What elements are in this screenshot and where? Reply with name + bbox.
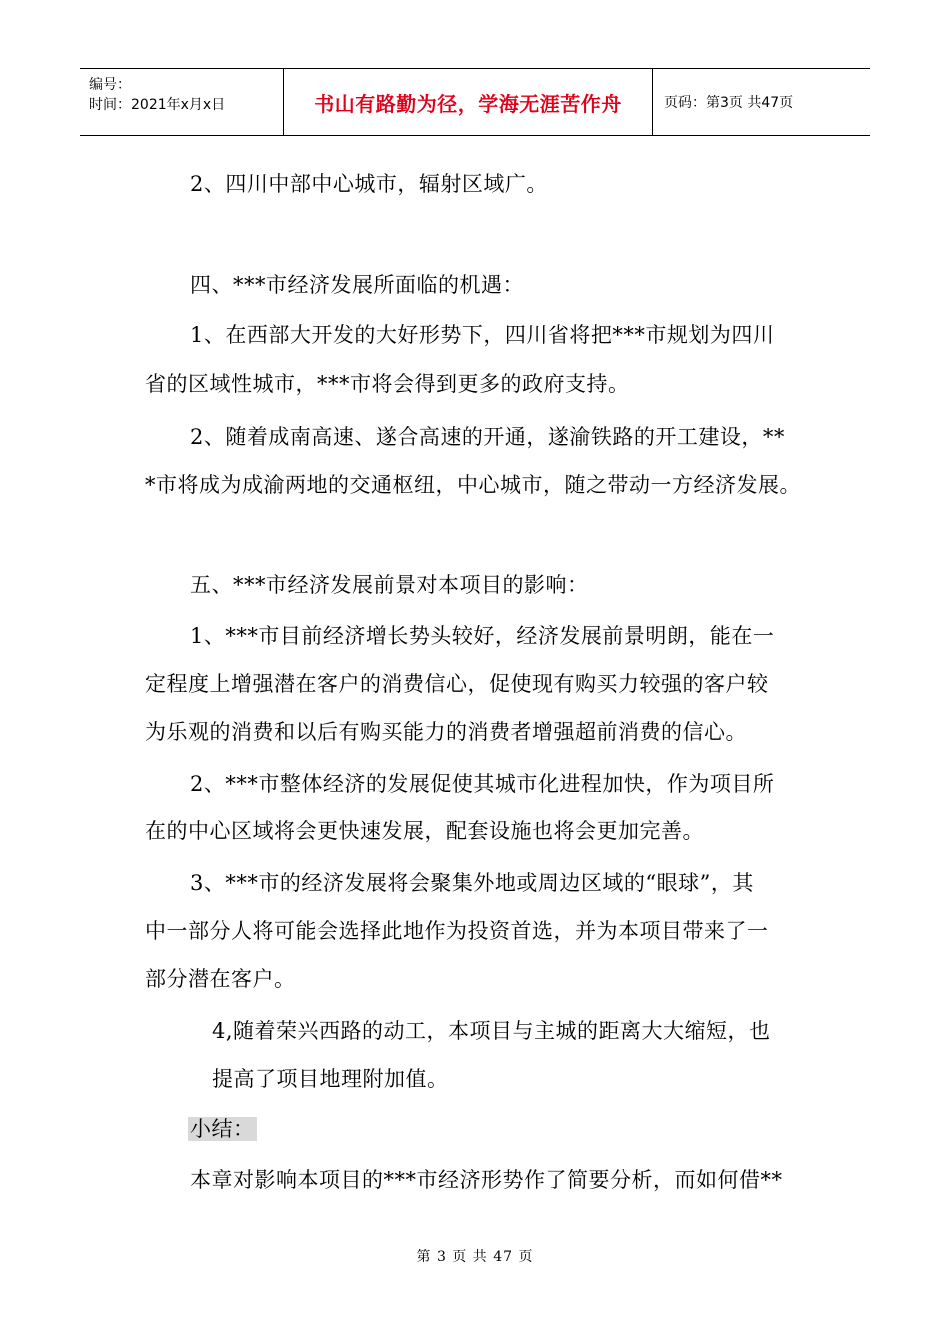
body-line: 2、***市整体经济的发展促使其城市化进程加快，作为项目所 — [190, 772, 775, 796]
body-line: *市将成为成渝两地的交通枢纽，中心城市，随之带动一方经济发展。 — [145, 473, 801, 497]
page-header — [80, 68, 870, 136]
body-line: 为乐观的消费和以后有购买能力的消费者增强超前消费的信心。 — [145, 720, 747, 744]
body-line: 1、***市目前经济增长势头较好，经济发展前景明朗，能在一 — [190, 624, 775, 648]
body-line: 定程度上增强潜在客户的消费信心，促使现有购买力较强的客户较 — [145, 672, 769, 696]
body-line: 2、随着成南高速、遂合高速的开通，遂渝铁路的开工建设，** — [190, 425, 785, 449]
body-line: 2、四川中部中心城市，辐射区域广。 — [190, 172, 548, 196]
header-divider — [652, 69, 653, 135]
body-line: 部分潜在客户。 — [145, 967, 296, 991]
header-motto: 书山有路勤为径，学海无涯苦作舟 — [314, 91, 622, 116]
body-line: 3、***市的经济发展将会聚集外地或周边区域的“眼球”，其 — [190, 871, 754, 895]
header-page-info: 页码：第3页 共47页 — [664, 95, 794, 111]
document-number-label: 编号： — [89, 77, 131, 93]
body-line: 提高了项目地理附加值。 — [212, 1067, 449, 1091]
summary-label: 小结： — [190, 1117, 255, 1141]
header-meta — [89, 75, 225, 115]
summary-heading — [188, 1106, 257, 1152]
section-heading: 四、***市经济发展所面临的机遇： — [190, 273, 524, 297]
page-footer: 第 3 页 共 47 页 — [416, 1249, 534, 1265]
body-line: 中一部分人将可能会选择此地作为投资首选，并为本项目带来了一 — [145, 919, 769, 943]
body-line: 省的区域性城市，***市将会得到更多的政府支持。 — [145, 372, 630, 396]
body-line: 在的中心区域将会更快速发展，配套设施也将会更加完善。 — [145, 819, 704, 843]
document-date-label: 时间：2021年x月x日 — [89, 97, 226, 113]
body-line: 1、在西部大开发的大好形势下，四川省将把***市规划为四川 — [190, 323, 775, 347]
body-line: 本章对影响本项目的***市经济形势作了简要分析，而如何借** — [190, 1168, 783, 1192]
section-heading: 五、***市经济发展前景对本项目的影响： — [190, 573, 589, 597]
body-line: 4,随着荣兴西路的动工，本项目与主城的距离大大缩短，也 — [212, 1019, 771, 1043]
